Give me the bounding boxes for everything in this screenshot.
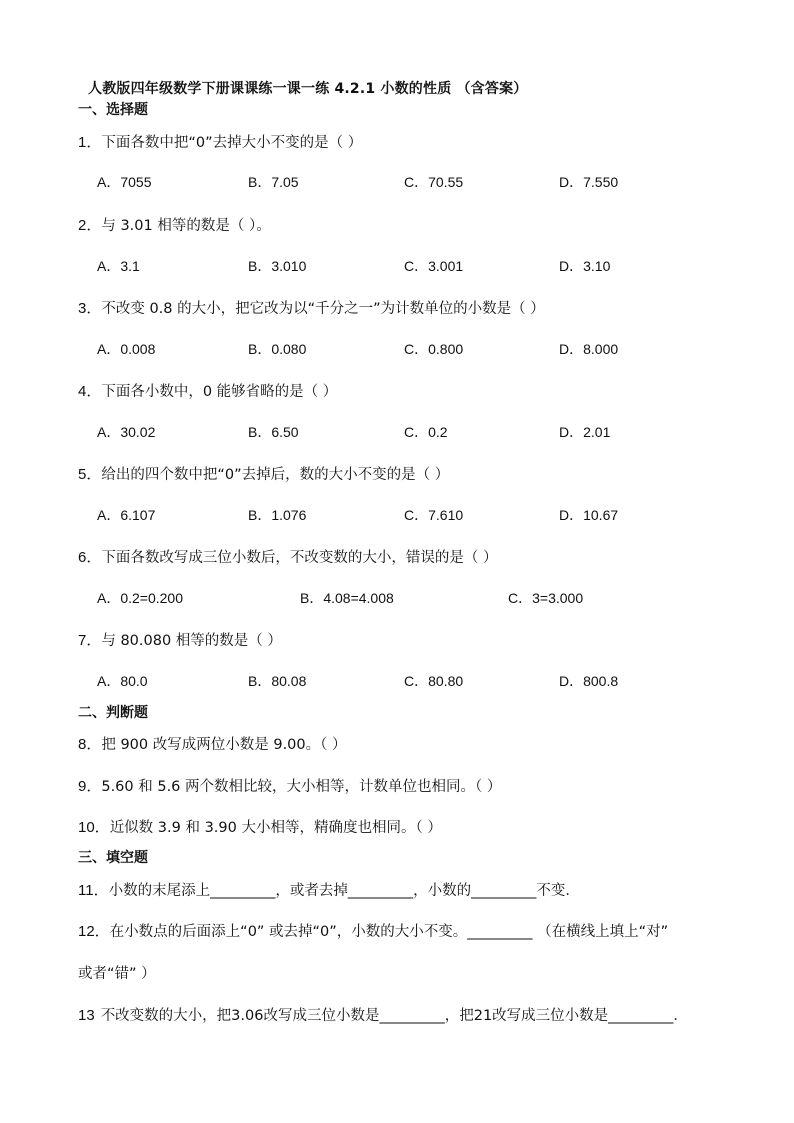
question-text: 给出的四个数中把“0”去掉后，数的大小不变的是（ ） xyxy=(101,467,450,483)
option-b[interactable]: B．3.010 xyxy=(248,258,307,274)
option-a[interactable]: A．0.2=0.200 xyxy=(97,590,184,606)
option-a[interactable]: A．30.02 xyxy=(97,424,156,440)
question-5 xyxy=(78,463,449,484)
question-1 xyxy=(78,131,362,152)
option-d[interactable]: D．10.67 xyxy=(559,507,619,523)
option-d[interactable]: D．3.10 xyxy=(559,258,611,274)
question-10 xyxy=(78,816,442,837)
question-number: 9． xyxy=(78,778,102,795)
question-number: 13 xyxy=(78,1007,95,1024)
question-text: 小数的末尾添上_________，或者去掉_________，小数的_________不变． xyxy=(108,883,580,899)
question-text: 与 3.01 相等的数是（ ）。 xyxy=(101,218,271,234)
question-text: 下面各数中把“0”去掉大小不变的是（ ） xyxy=(101,135,363,151)
option-c[interactable]: C．3=3.000 xyxy=(508,590,584,606)
option-b[interactable]: B．80.08 xyxy=(248,673,307,689)
question-text: 把 900 改写成两位小数是 9.00。（ ） xyxy=(101,737,347,753)
question-12-continuation: 或者“错” ） xyxy=(78,966,156,982)
section-heading-fill: 三、填空题 xyxy=(78,850,148,866)
question-number: 4． xyxy=(78,383,102,400)
question-4 xyxy=(78,380,337,401)
question-number: 3． xyxy=(78,300,102,317)
document-title: 人教版四年级数学下册课课练一课一练 4.2.1 小数的性质 （含答案） xyxy=(88,81,528,97)
option-b[interactable]: B．7.05 xyxy=(248,174,299,190)
option-d[interactable]: D．2.01 xyxy=(559,424,611,440)
question-12 xyxy=(78,920,668,941)
section-heading-judgement: 二、判断题 xyxy=(78,705,148,721)
option-b[interactable]: B．0.080 xyxy=(248,341,307,357)
option-c[interactable]: C．70.55 xyxy=(404,174,464,190)
question-number: 10． xyxy=(78,819,110,836)
option-b[interactable]: B．6.50 xyxy=(248,424,299,440)
question-text: 在小数点的后面添上“0” 或去掉“0”，小数的大小不变。_________ （在横线上填上“对” xyxy=(109,924,669,940)
question-number: 8． xyxy=(78,736,102,753)
question-9 xyxy=(78,775,501,796)
question-7 xyxy=(78,629,282,650)
question-text: 下面各数改写成三位小数后，不改变数的大小，错误的是（ ） xyxy=(101,550,498,566)
option-d[interactable]: D．7.550 xyxy=(559,174,619,190)
question-3 xyxy=(78,297,545,318)
question-number: 7． xyxy=(78,632,102,649)
question-6 xyxy=(78,546,497,567)
option-a[interactable]: A．6.107 xyxy=(97,507,156,523)
option-a[interactable]: A．3.1 xyxy=(97,258,140,274)
option-c[interactable]: C．7.610 xyxy=(404,507,464,523)
question-text: 与 80.080 相等的数是（ ） xyxy=(101,633,282,649)
question-number: 12． xyxy=(78,923,110,940)
question-text: 不改变 0.8 的大小，把它改为以“千分之一”为计数单位的小数是（ ） xyxy=(101,301,545,317)
question-number: 1． xyxy=(78,134,102,151)
question-13 xyxy=(78,1004,688,1025)
option-a[interactable]: A．80.0 xyxy=(97,673,148,689)
option-b[interactable]: B．1.076 xyxy=(248,507,307,523)
section-heading-choice: 一、选择题 xyxy=(78,102,148,118)
option-c[interactable]: C．0.2 xyxy=(404,424,448,440)
question-number: 2． xyxy=(78,217,102,234)
question-text: 下面各小数中，0 能够省略的是（ ） xyxy=(101,384,338,400)
option-a[interactable]: A．7055 xyxy=(97,174,152,190)
question-text: 近似数 3.9 和 3.90 大小相等，精确度也相同。（ ） xyxy=(109,820,442,836)
question-text: 5.60 和 5.6 两个数相比较，大小相等，计数单位也相同。（ ） xyxy=(101,779,502,795)
option-d[interactable]: D．800.8 xyxy=(559,673,619,689)
question-text: 不改变数的大小，把3.06改写成三位小数是_________，把21改写成三位小数是_________． xyxy=(100,1008,688,1024)
option-c[interactable]: C．80.80 xyxy=(404,673,464,689)
question-number: 11． xyxy=(78,882,109,899)
question-11 xyxy=(78,879,580,900)
option-d[interactable]: D．8.000 xyxy=(559,341,619,357)
question-number: 6． xyxy=(78,549,102,566)
option-b[interactable]: B．4.08=4.008 xyxy=(300,590,394,606)
question-number: 5． xyxy=(78,466,102,483)
question-8 xyxy=(78,733,347,754)
option-c[interactable]: C．0.800 xyxy=(404,341,464,357)
question-2 xyxy=(78,214,271,235)
option-c[interactable]: C．3.001 xyxy=(404,258,464,274)
option-a[interactable]: A．0.008 xyxy=(97,341,156,357)
